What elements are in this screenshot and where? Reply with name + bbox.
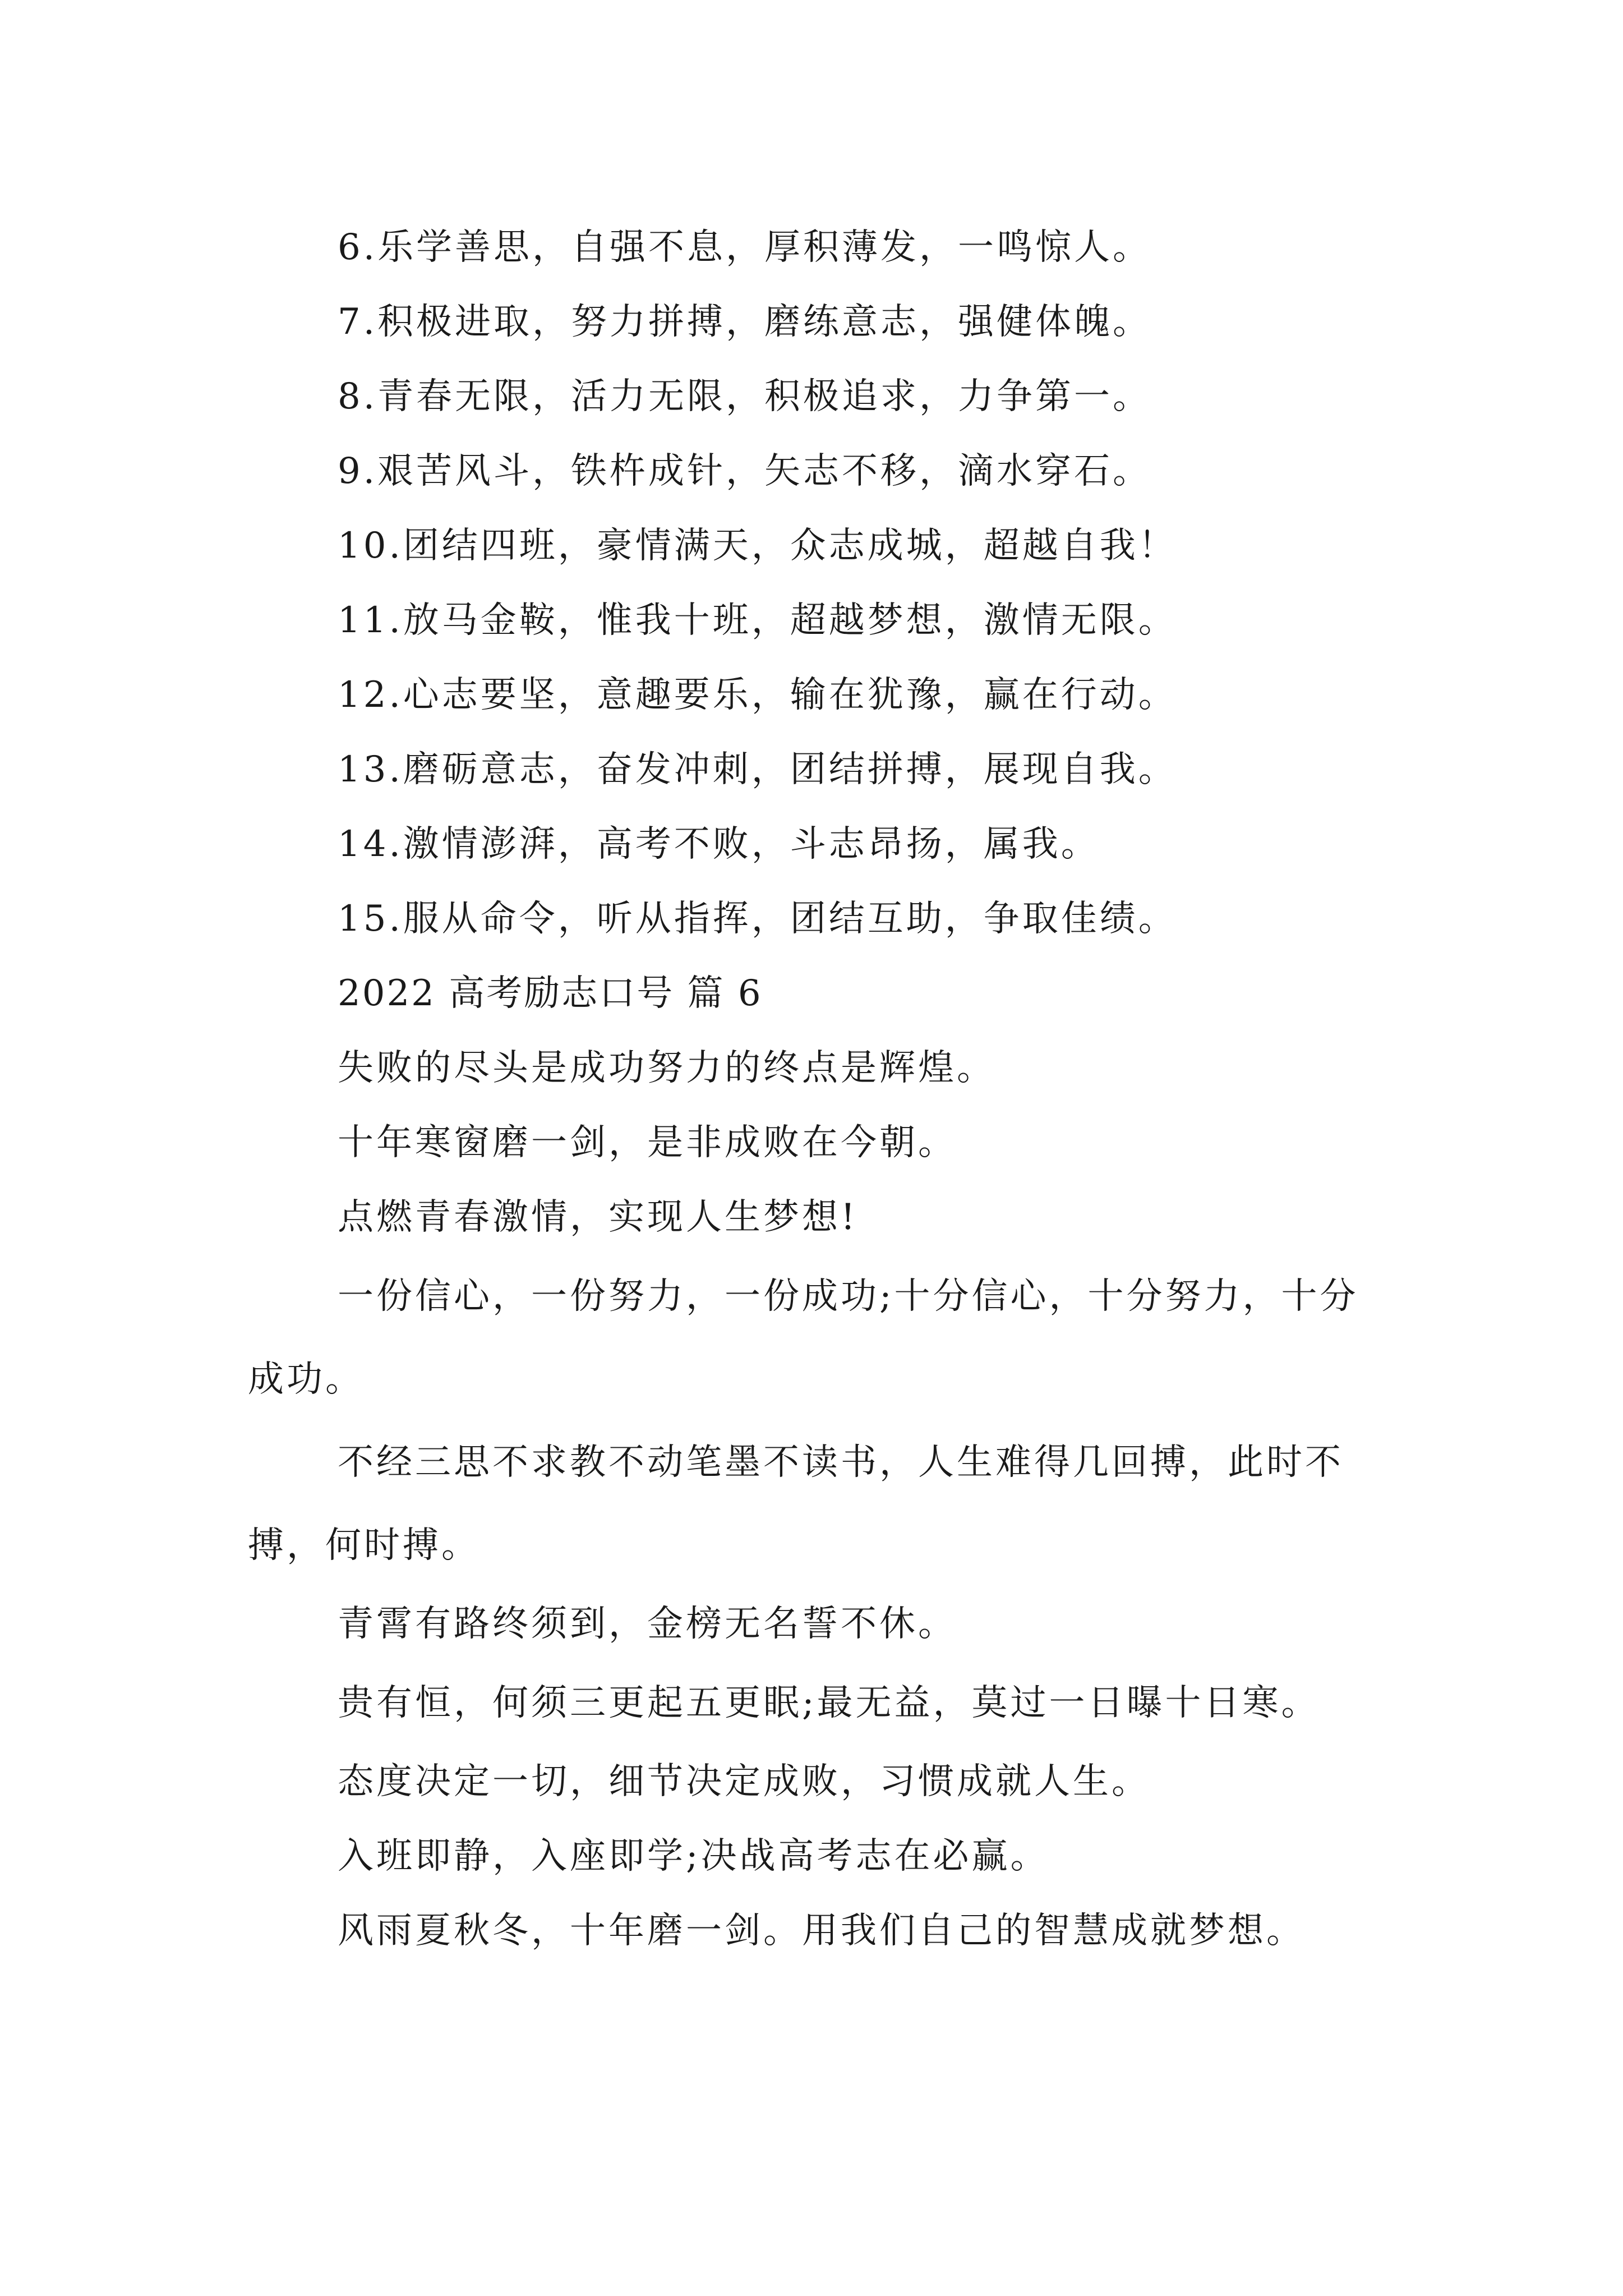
paragraph-line: 风雨夏秋冬，十年磨一剑。用我们自己的智慧成就梦想。 xyxy=(338,1910,1305,1952)
paragraph-line: 青霄有路终须到，金榜无名誓不休。 xyxy=(338,1603,957,1645)
slogan-line: 14.激情澎湃，高考不败，斗志昂扬，属我。 xyxy=(338,823,1100,865)
paragraph-line: 失败的尽头是成功努力的终点是辉煌。 xyxy=(338,1047,995,1089)
slogan-line: 13.磨砺意志，奋发冲刺，团结拼搏，展现自我。 xyxy=(338,749,1177,790)
document-body xyxy=(248,210,1392,1968)
paragraph-line: 态度决定一切，细节决定成败，习惯成就人生。 xyxy=(338,1761,1150,1802)
paragraph-line: 不经三思不求教不动笔墨不读书，人生难得几回搏，此时不搏，何时搏。 xyxy=(248,1442,1344,1566)
paragraph-line: 一份信心，一份努力，一份成功;十分信心，十分努力，十分成功。 xyxy=(248,1276,1359,1400)
slogan-line: 12.心志要坚，意趣要乐，输在犹豫，赢在行动。 xyxy=(338,674,1177,716)
slogan-line: 8.青春无限，活力无限，积极追求，力争第一。 xyxy=(338,376,1152,417)
section-heading: 2022 高考励志口号 篇 6 xyxy=(338,973,763,1014)
paragraph-line: 贵有恒，何须三更起五更眠;最无益，莫过一日曝十日寒。 xyxy=(338,1682,1320,1724)
paragraph-line: 入班即静，入座即学;决战高考志在必赢。 xyxy=(338,1835,1049,1877)
slogan-line: 10.团结四班，豪情满天，众志成城，超越自我！ xyxy=(338,525,1177,567)
paragraph-line: 十年寒窗磨一剑，是非成败在今朝。 xyxy=(338,1122,957,1163)
slogan-line: 6.乐学善思，自强不息，厚积薄发，一鸣惊人。 xyxy=(338,227,1152,268)
slogan-line: 15.服从命令，听从指挥，团结互助，争取佳绩。 xyxy=(338,898,1177,940)
slogan-line: 11.放马金鞍，惟我十班，超越梦想，激情无限。 xyxy=(338,600,1177,641)
slogan-line: 7.积极进取，努力拼搏，磨练意志，强健体魄。 xyxy=(338,301,1152,343)
paragraph-line: 点燃青春激情，实现人生梦想! xyxy=(338,1197,858,1238)
slogan-line: 9.艰苦风斗，铁杵成针，矢志不移，滴水穿石。 xyxy=(338,450,1152,492)
